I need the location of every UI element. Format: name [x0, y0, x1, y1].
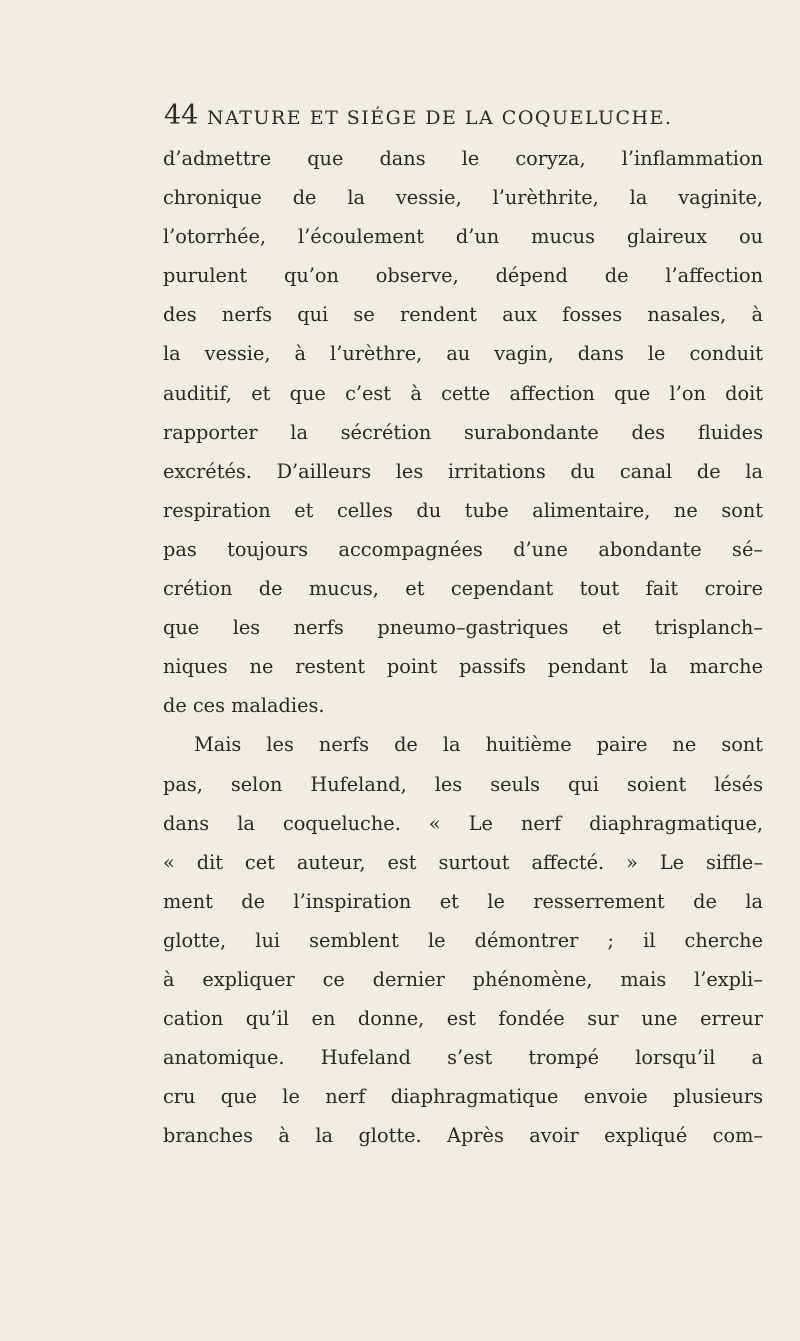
paragraph-start-line: Mais les nerfs de la huitième paire ne sont [194, 733, 763, 757]
text-line: la vessie, à l’urèthre, au vagin, dans le conduit [163, 342, 763, 366]
text-line: d’admettre que dans le coryza, l’inflammation [163, 147, 763, 170]
text-line: ment de l’inspiration et le resserrement de la [163, 889, 763, 913]
text-line: cation qu’il en donne, est fondée sur une erreur [163, 1007, 763, 1031]
text-line: anatomique. Hufeland s’est trompé lorsqu’il a [163, 1046, 763, 1070]
text-line: dans la coqueluche. « Le nerf diaphragmatique, [163, 811, 763, 835]
text-line: niques ne restent point passifs pendant la marche [163, 655, 763, 679]
text-line: auditif, et que c’est à cette affection que l’on doit [163, 381, 763, 405]
paragraph-end-line: de ces maladies. [163, 694, 325, 718]
text-line: l’otorrhée, l’écoulement d’un mucus glaireux ou [163, 225, 763, 249]
page-number: 44 [164, 100, 199, 131]
text-line: crétion de mucus, et cependant tout fait croire [163, 577, 763, 601]
page-header [164, 96, 764, 136]
text-line: branches à la glotte. Après avoir expliqué com– [163, 1124, 763, 1148]
text-line: glotte, lui semblent le démontrer ; il cherche [163, 928, 763, 952]
text-line: purulent qu’on observe, dépend de l’affection [163, 264, 763, 288]
text-line: excrétés. D’ailleurs les irritations du canal de la [163, 459, 763, 483]
running-head: NATURE ET SIÉGE DE LA COQUELUCHE. [207, 107, 673, 129]
body-text [163, 139, 763, 1155]
text-line: que les nerfs pneumo–gastriques et trisplanch– [163, 616, 763, 640]
text-line: pas toujours accompagnées d’une abondante sé– [163, 537, 763, 561]
text-line: chronique de la vessie, l’urèthrite, la vaginite, [163, 186, 763, 210]
text-line: des nerfs qui se rendent aux fosses nasales, à [163, 303, 763, 327]
text-line: respiration et celles du tube alimentaire, ne sont [163, 498, 763, 522]
text-line: « dit cet auteur, est surtout affecté. » Le siffle– [163, 850, 763, 874]
text-line: cru que le nerf diaphragmatique envoie plusieurs [163, 1085, 763, 1109]
text-line: rapporter la sécrétion surabondante des fluides [163, 420, 763, 444]
text-line: à expliquer ce dernier phénomène, mais l’expli– [163, 967, 763, 991]
text-line: pas, selon Hufeland, les seuls qui soient lésés [163, 772, 763, 796]
